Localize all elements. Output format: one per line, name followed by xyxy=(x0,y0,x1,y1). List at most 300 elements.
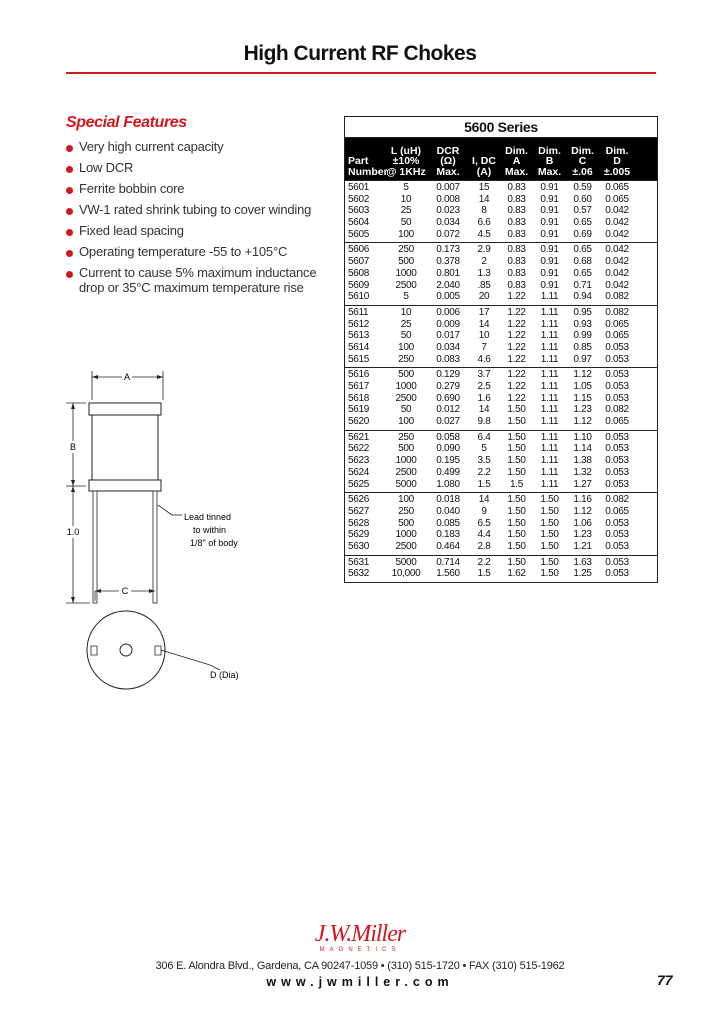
table-cell: 1.50 xyxy=(507,431,526,443)
table-cell: 2.9 xyxy=(477,244,491,256)
table-cell: 0.053 xyxy=(605,517,629,529)
table-cell: 1.50 xyxy=(540,529,559,541)
column-header-line: Dim. xyxy=(538,144,561,157)
table-cell: 1.38 xyxy=(573,455,592,467)
table-cell: 0.60 xyxy=(573,193,592,205)
table-cell: 0.027 xyxy=(436,416,460,428)
table-cell: 0.69 xyxy=(573,228,592,240)
table-cell: 1.22 xyxy=(507,291,526,303)
table-cell: 1.22 xyxy=(507,353,526,365)
feature-item: VW-1 rated shrink tubing to cover winding xyxy=(66,201,336,222)
table-cell: 0.65 xyxy=(573,244,592,256)
table-cell: 5620 xyxy=(348,416,370,428)
table-cell: 0.072 xyxy=(436,228,460,240)
column-header xyxy=(345,138,388,180)
table-row xyxy=(345,205,657,217)
table-cell: 1.50 xyxy=(507,455,526,467)
table-row xyxy=(345,319,657,331)
table-cell: 5629 xyxy=(348,529,370,541)
table-cell: 4.6 xyxy=(477,353,491,365)
logo-text: J.W.Miller xyxy=(314,921,406,947)
table-cell: 1.5 xyxy=(509,478,523,490)
table-cell: 0.65 xyxy=(573,267,592,279)
column-header-line: @ 1KHz xyxy=(386,165,426,178)
table-cell: 0.91 xyxy=(540,205,559,217)
special-features-heading: Special Features xyxy=(66,114,187,131)
table-cell: 1.11 xyxy=(540,306,559,318)
table-cell: 0.082 xyxy=(605,404,629,416)
table-cell: 15 xyxy=(478,182,490,193)
table-cell: 0.83 xyxy=(507,256,526,268)
table-cell: 0.714 xyxy=(436,556,460,568)
table-row xyxy=(345,256,657,268)
table-cell: 1.50 xyxy=(540,494,559,506)
table-cell: 1.11 xyxy=(540,466,559,478)
table-cell: 1.05 xyxy=(573,381,592,392)
table-cell: 0.053 xyxy=(605,431,629,443)
table-cell: 1.11 xyxy=(540,455,559,467)
table-cell: 5630 xyxy=(348,540,370,552)
column-header-line: L (uH) xyxy=(390,144,422,157)
table-cell: 0.065 xyxy=(605,182,629,193)
table-row xyxy=(345,541,657,553)
table-cell: 0.053 xyxy=(605,443,629,455)
choke-dimension-diagram xyxy=(60,365,280,695)
table-cell: 0.008 xyxy=(436,193,460,205)
table-cell: 0.71 xyxy=(573,279,592,291)
table-cell: 1.11 xyxy=(540,341,559,353)
table-cell: 10 xyxy=(400,193,412,205)
column-header-line: (Ω) xyxy=(440,155,456,167)
table-cell: 50 xyxy=(400,217,412,229)
table-row xyxy=(345,342,657,354)
table-cell: 0.065 xyxy=(605,318,629,330)
table-cell: 3.7 xyxy=(477,369,491,381)
table-cell: 0.058 xyxy=(436,431,460,443)
table-cell: 0.082 xyxy=(605,291,629,303)
table-cell: 250 xyxy=(398,431,414,443)
column-header xyxy=(500,138,533,180)
table-cell: 14 xyxy=(478,318,490,330)
table-cell: 0.042 xyxy=(605,228,629,240)
table-cell: 0.59 xyxy=(573,182,592,193)
table-cell: 5627 xyxy=(348,505,370,517)
table-cell: 5628 xyxy=(348,517,370,529)
table-cell: 0.801 xyxy=(436,267,460,279)
table-cell: 8 xyxy=(481,205,487,217)
table-cell: 5631 xyxy=(348,556,370,568)
table-cell: 0.042 xyxy=(605,205,629,217)
table-row xyxy=(345,307,657,319)
table-cell: 250 xyxy=(398,244,414,256)
table-row xyxy=(345,393,657,405)
table-cell: 1.22 xyxy=(507,330,526,342)
specifications-table xyxy=(344,116,658,583)
table-cell: 0.94 xyxy=(573,291,592,303)
table-cell: 0.065 xyxy=(605,193,629,205)
table-cell: 0.090 xyxy=(436,443,460,455)
table-cell: 2.5 xyxy=(477,381,491,392)
page-title: High Current RF Chokes xyxy=(243,42,477,65)
table-cell: 1.50 xyxy=(540,517,559,529)
row-group xyxy=(345,430,657,492)
feature-item: Ferrite bobbin core xyxy=(66,180,336,201)
table-cell: 1.50 xyxy=(540,505,559,517)
table-row xyxy=(345,182,657,194)
table-cell: 1.06 xyxy=(573,517,592,529)
table-cell: 1.11 xyxy=(540,392,559,404)
table-cell: 14 xyxy=(478,193,490,205)
row-group xyxy=(345,555,657,582)
table-cell: 5619 xyxy=(348,404,370,416)
table-cell: 1.3 xyxy=(477,267,491,279)
coil-body xyxy=(92,415,158,480)
table-cell: 5610 xyxy=(348,291,370,303)
table-cell: 0.68 xyxy=(573,256,592,268)
table-cell: 25 xyxy=(400,318,412,330)
table-row xyxy=(345,194,657,206)
table-cell: 0.173 xyxy=(436,244,460,256)
table-cell: 9.8 xyxy=(477,416,491,428)
table-cell: 0.005 xyxy=(436,291,460,303)
table-cell: 1.50 xyxy=(507,517,526,529)
table-cell: 1.25 xyxy=(573,568,592,580)
table-cell: 100 xyxy=(398,228,414,240)
table-cell: 0.053 xyxy=(605,478,629,490)
feature-item: Very high current capacity xyxy=(66,138,336,159)
column-header-line: Max. xyxy=(504,165,529,178)
column-header xyxy=(599,138,635,180)
table-cell: 5625 xyxy=(348,478,370,490)
table-cell: 1.50 xyxy=(507,494,526,506)
table-cell: 0.082 xyxy=(605,494,629,506)
table-row xyxy=(345,529,657,541)
bullet-icon xyxy=(66,208,73,215)
table-cell: 1.11 xyxy=(540,291,559,303)
table-cell: 0.91 xyxy=(540,267,559,279)
table-cell: 0.053 xyxy=(605,341,629,353)
table-cell: 0.183 xyxy=(436,529,460,541)
table-cell: 14 xyxy=(478,494,490,506)
table-cell: 5613 xyxy=(348,330,370,342)
table-cell: 100 xyxy=(398,341,414,353)
column-header-line: ±10% xyxy=(392,155,420,167)
table-cell: 0.279 xyxy=(436,381,460,392)
table-cell: 100 xyxy=(398,494,414,506)
table-cell: 0.082 xyxy=(605,306,629,318)
table-cell: 10 xyxy=(478,330,490,342)
feature-item: Operating temperature -55 to +105°C xyxy=(66,243,336,264)
column-header xyxy=(533,138,566,180)
table-cell: 1.32 xyxy=(573,466,592,478)
table-cell: 5622 xyxy=(348,443,370,455)
table-cell: 17 xyxy=(478,306,490,318)
table-cell: 0.83 xyxy=(507,217,526,229)
row-group xyxy=(345,492,657,554)
table-cell: 5609 xyxy=(348,279,370,291)
table-cell: 1.22 xyxy=(507,341,526,353)
series-title: 5600 Series xyxy=(345,117,657,138)
table-cell: 0.83 xyxy=(507,244,526,256)
table-cell: 1.11 xyxy=(540,330,559,342)
table-cell: 1000 xyxy=(395,267,417,279)
table-cell: 1.12 xyxy=(573,416,592,428)
table-cell: 5604 xyxy=(348,217,370,229)
table-cell: 0.83 xyxy=(507,279,526,291)
column-header-line: (A) xyxy=(476,165,492,178)
dim-d-label: D (Dia) xyxy=(210,670,239,680)
table-cell: 0.195 xyxy=(436,455,460,467)
column-header xyxy=(468,138,500,180)
table-cell: 5000 xyxy=(395,556,417,568)
logo-subtext: MAGNETICS xyxy=(319,947,401,953)
table-row xyxy=(345,369,657,381)
page-number: 77 xyxy=(657,972,673,988)
table-cell: 5 xyxy=(403,182,409,193)
table-cell: 1.11 xyxy=(540,431,559,443)
table-cell: 0.378 xyxy=(436,256,460,268)
table-row xyxy=(345,557,657,569)
table-row xyxy=(345,381,657,393)
table-cell: 0.012 xyxy=(436,404,460,416)
table-cell: 7 xyxy=(481,341,487,353)
table-row xyxy=(345,479,657,491)
row-group xyxy=(345,305,657,367)
table-cell: 0.83 xyxy=(507,267,526,279)
table-cell: 1.5 xyxy=(477,568,491,580)
table-cell: 5632 xyxy=(348,568,370,580)
table-cell: 0.499 xyxy=(436,466,460,478)
table-cell: 500 xyxy=(398,256,414,268)
company-address: 306 E. Alondra Blvd., Gardena, CA 90247-1059 • (310) 515-1720 • FAX (310) 515-1962 xyxy=(155,960,565,972)
table-cell: 2500 xyxy=(395,279,417,291)
title-rule xyxy=(66,72,656,74)
bullet-icon xyxy=(66,271,73,278)
dim-b-label: B xyxy=(69,442,77,452)
table-cell: 5623 xyxy=(348,455,370,467)
table-cell: 100 xyxy=(398,416,414,428)
column-header-line: Number xyxy=(348,165,388,178)
table-cell: 0.83 xyxy=(507,193,526,205)
table-cell: 1.50 xyxy=(540,556,559,568)
column-header-line: Dim. xyxy=(571,144,594,157)
table-cell: 0.99 xyxy=(573,330,592,342)
lead-left xyxy=(93,491,97,603)
table-cell: 10 xyxy=(400,306,412,318)
special-features-list xyxy=(66,138,336,300)
table-cell: 2.2 xyxy=(477,466,491,478)
table-cell: 0.93 xyxy=(573,318,592,330)
table-cell: 0.018 xyxy=(436,494,460,506)
table-row xyxy=(345,506,657,518)
table-cell: 0.042 xyxy=(605,267,629,279)
table-cell: 0.042 xyxy=(605,217,629,229)
table-cell: .85 xyxy=(477,279,491,291)
bottom-flange xyxy=(89,480,161,491)
company-logo xyxy=(0,922,720,954)
row-group xyxy=(345,242,657,304)
table-cell: 0.053 xyxy=(605,381,629,392)
table-cell: 1.50 xyxy=(507,466,526,478)
column-header-line: Max. xyxy=(436,165,460,178)
table-cell: 5626 xyxy=(348,494,370,506)
column-header xyxy=(384,138,428,180)
bullet-icon xyxy=(66,166,73,173)
bullet-icon xyxy=(66,145,73,152)
table-row xyxy=(345,268,657,280)
table-cell: 0.053 xyxy=(605,369,629,381)
table-cell: 0.053 xyxy=(605,556,629,568)
dim-c-label: C xyxy=(121,586,129,596)
table-cell: 6.5 xyxy=(477,517,491,529)
table-cell: 0.053 xyxy=(605,568,629,580)
table-cell: 1.11 xyxy=(540,478,559,490)
table-cell: 1.22 xyxy=(507,306,526,318)
column-header-line: I, DC xyxy=(472,155,496,167)
end-view-center-hole xyxy=(120,644,132,656)
table-cell: 0.065 xyxy=(605,505,629,517)
table-cell: 0.006 xyxy=(436,306,460,318)
table-cell: 1.23 xyxy=(573,404,592,416)
bullet-icon xyxy=(66,250,73,257)
table-cell: 1.23 xyxy=(573,529,592,541)
table-cell: 1.12 xyxy=(573,505,592,517)
table-cell: 4.4 xyxy=(477,529,491,541)
table-cell: 1.16 xyxy=(573,494,592,506)
table-row xyxy=(345,568,657,580)
table-cell: 1.63 xyxy=(573,556,592,568)
table-cell: 6.4 xyxy=(477,431,491,443)
table-cell: 14 xyxy=(478,404,490,416)
table-cell: 50 xyxy=(400,404,412,416)
table-cell: 0.034 xyxy=(436,341,460,353)
table-cell: 0.053 xyxy=(605,455,629,467)
column-header xyxy=(566,138,599,180)
table-cell: 1.560 xyxy=(436,568,460,580)
table-cell: 0.91 xyxy=(540,182,559,193)
column-header xyxy=(428,138,468,180)
table-cell: 0.83 xyxy=(507,228,526,240)
table-cell: 1.11 xyxy=(540,404,559,416)
feature-item: Low DCR xyxy=(66,159,336,180)
table-cell: 10,000 xyxy=(391,568,421,580)
table-cell: 0.91 xyxy=(540,256,559,268)
table-cell: 0.009 xyxy=(436,318,460,330)
table-row xyxy=(345,467,657,479)
table-cell: 5605 xyxy=(348,228,370,240)
column-header-line: C xyxy=(578,155,587,167)
table-cell: 1.50 xyxy=(507,556,526,568)
table-cell: 2 xyxy=(481,256,487,268)
table-cell: 1.50 xyxy=(507,443,526,455)
table-cell: 5616 xyxy=(348,369,370,381)
table-cell: 1000 xyxy=(395,529,417,541)
column-header-line: ±.06 xyxy=(572,165,593,178)
table-cell: 500 xyxy=(398,517,414,529)
table-cell: 5607 xyxy=(348,256,370,268)
table-cell: 2.040 xyxy=(436,279,460,291)
table-cell: 1.14 xyxy=(573,443,592,455)
table-cell: 0.91 xyxy=(540,279,559,291)
table-row xyxy=(345,354,657,366)
website-url: www.jwmiller.com xyxy=(266,975,454,989)
table-cell: 1.50 xyxy=(507,540,526,552)
table-cell: 0.464 xyxy=(436,540,460,552)
table-cell: 5 xyxy=(481,443,487,455)
table-cell: 0.83 xyxy=(507,182,526,193)
table-row xyxy=(345,217,657,229)
table-cell: 5602 xyxy=(348,193,370,205)
lead-note-line2: to within xyxy=(193,525,227,535)
row-group xyxy=(345,180,657,242)
end-view-lead-right xyxy=(155,646,161,655)
table-cell: 0.91 xyxy=(540,244,559,256)
table-cell: 0.83 xyxy=(507,205,526,217)
column-header-line: A xyxy=(512,155,521,167)
bullet-icon xyxy=(66,187,73,194)
table-cell: 5603 xyxy=(348,205,370,217)
table-cell: 0.91 xyxy=(540,228,559,240)
table-cell: 25 xyxy=(400,205,412,217)
table-cell: 0.034 xyxy=(436,217,460,229)
table-cell: 1.11 xyxy=(540,416,559,428)
table-cell: 1.50 xyxy=(507,416,526,428)
table-cell: 1.080 xyxy=(436,478,460,490)
table-cell: 1.11 xyxy=(540,443,559,455)
table-cell: 1.22 xyxy=(507,381,526,392)
column-header-line: Part xyxy=(348,155,369,167)
table-cell: 1000 xyxy=(395,455,417,467)
table-cell: 0.690 xyxy=(436,392,460,404)
table-cell: 0.053 xyxy=(605,392,629,404)
column-headers xyxy=(345,138,657,180)
table-cell: 0.91 xyxy=(540,193,559,205)
table-cell: 1.27 xyxy=(573,478,592,490)
table-cell: 1.5 xyxy=(477,478,491,490)
table-cell: 2500 xyxy=(395,540,417,552)
dim-1-0-label: 1.0 xyxy=(66,527,80,537)
table-cell: 1.21 xyxy=(573,540,592,552)
table-cell: 0.042 xyxy=(605,279,629,291)
column-header-line: DCR xyxy=(436,144,460,157)
table-body xyxy=(345,180,657,582)
bullet-icon xyxy=(66,229,73,236)
table-cell: 0.053 xyxy=(605,540,629,552)
table-cell: 0.042 xyxy=(605,256,629,268)
table-cell: 5000 xyxy=(395,478,417,490)
table-row xyxy=(345,244,657,256)
table-row xyxy=(345,416,657,428)
end-view-lead-left xyxy=(91,646,97,655)
dim-a-label: A xyxy=(123,372,131,382)
table-cell: 0.053 xyxy=(605,353,629,365)
table-row xyxy=(345,229,657,241)
table-row xyxy=(345,404,657,416)
table-cell: 0.57 xyxy=(573,205,592,217)
table-cell: 1.11 xyxy=(540,369,559,381)
table-cell: 0.065 xyxy=(605,330,629,342)
table-cell: 2500 xyxy=(395,466,417,478)
table-cell: 250 xyxy=(398,505,414,517)
table-cell: 1.10 xyxy=(573,431,592,443)
table-cell: 0.129 xyxy=(436,369,460,381)
column-header-line: Dim. xyxy=(505,144,528,157)
table-cell: 0.97 xyxy=(573,353,592,365)
table-cell: 5612 xyxy=(348,318,370,330)
table-cell: 9 xyxy=(481,505,487,517)
table-cell: 0.85 xyxy=(573,341,592,353)
table-row xyxy=(345,330,657,342)
